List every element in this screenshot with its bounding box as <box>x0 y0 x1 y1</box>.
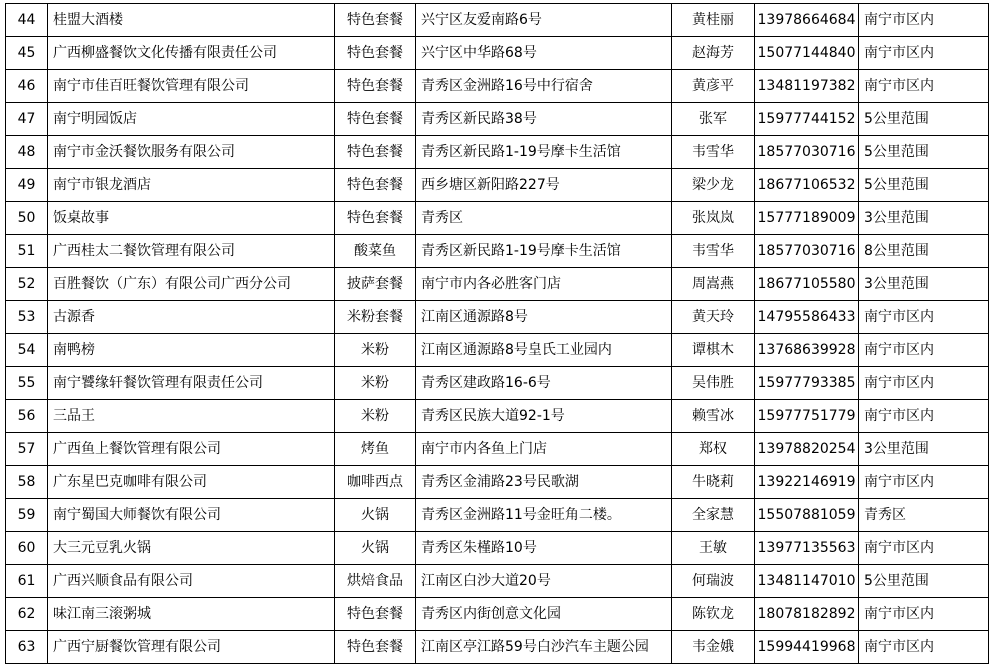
address-cell[interactable]: 江南区白沙大道20号 <box>416 565 672 598</box>
phone-cell[interactable]: 13922146919 <box>755 466 859 499</box>
contact-person-cell[interactable]: 韦雪华 <box>672 136 755 169</box>
row-index-cell[interactable]: 57 <box>6 433 48 466</box>
phone-cell[interactable]: 15977751779 <box>755 400 859 433</box>
meal-type-cell[interactable]: 特色套餐 <box>335 136 416 169</box>
phone-cell[interactable]: 18677106532 <box>755 169 859 202</box>
phone-cell[interactable]: 15977793385 <box>755 367 859 400</box>
table-row <box>6 532 989 565</box>
address-cell[interactable]: 青秀区新民路38号 <box>416 103 672 136</box>
company-name-cell[interactable]: 南宁饕缘轩餐饮管理有限责任公司 <box>48 367 335 400</box>
company-name-cell[interactable]: 广西柳盛餐饮文化传播有限责任公司 <box>48 37 335 70</box>
table-row <box>6 202 989 235</box>
phone-cell[interactable]: 18577030716 <box>755 235 859 268</box>
phone-cell[interactable]: 14795586433 <box>755 301 859 334</box>
row-index-cell[interactable]: 60 <box>6 532 48 565</box>
company-name-cell[interactable]: 百胜餐饮（广东）有限公司广西分公司 <box>48 268 335 301</box>
table-row <box>6 565 989 598</box>
meal-type-cell[interactable]: 特色套餐 <box>335 70 416 103</box>
row-index-cell[interactable]: 61 <box>6 565 48 598</box>
company-name-cell[interactable]: 大三元豆乳火锅 <box>48 532 335 565</box>
contact-person-cell[interactable]: 黄天玲 <box>672 301 755 334</box>
address-cell[interactable]: 青秀区金洲路16号中行宿舍 <box>416 70 672 103</box>
contact-person-cell[interactable]: 全家慧 <box>672 499 755 532</box>
restaurant-table <box>5 3 989 664</box>
meal-type-cell[interactable]: 特色套餐 <box>335 631 416 664</box>
contact-person-cell[interactable]: 赵海芳 <box>672 37 755 70</box>
row-index-cell[interactable]: 47 <box>6 103 48 136</box>
row-index-cell[interactable]: 63 <box>6 631 48 664</box>
delivery-range-cell[interactable]: 南宁市区内 <box>859 400 989 433</box>
address-cell[interactable]: 南宁市内各鱼上门店 <box>416 433 672 466</box>
phone-cell[interactable]: 13768639928 <box>755 334 859 367</box>
phone-cell[interactable]: 15777189009 <box>755 202 859 235</box>
row-index-cell[interactable]: 56 <box>6 400 48 433</box>
contact-person-cell[interactable]: 韦雪华 <box>672 235 755 268</box>
table-row <box>6 631 989 664</box>
phone-cell[interactable]: 15077144840 <box>755 37 859 70</box>
row-index-cell[interactable]: 55 <box>6 367 48 400</box>
company-name-cell[interactable]: 古源香 <box>48 301 335 334</box>
phone-cell[interactable]: 13978664684 <box>755 4 859 37</box>
contact-person-cell[interactable]: 陈钦龙 <box>672 598 755 631</box>
table-row <box>6 136 989 169</box>
phone-cell[interactable]: 13978820254 <box>755 433 859 466</box>
table-body <box>6 4 989 664</box>
address-cell[interactable]: 兴宁区友爱南路6号 <box>416 4 672 37</box>
table-row <box>6 466 989 499</box>
contact-person-cell[interactable]: 韦金娥 <box>672 631 755 664</box>
phone-cell[interactable]: 13481197382 <box>755 70 859 103</box>
meal-type-cell[interactable]: 米粉 <box>335 334 416 367</box>
row-index-cell[interactable]: 44 <box>6 4 48 37</box>
address-cell[interactable]: 青秀区金洲路11号金旺角二楼。 <box>416 499 672 532</box>
row-index-cell[interactable]: 51 <box>6 235 48 268</box>
table-row <box>6 37 989 70</box>
delivery-range-cell[interactable]: 5公里范围 <box>859 103 989 136</box>
delivery-range-cell[interactable]: 3公里范围 <box>859 202 989 235</box>
meal-type-cell[interactable]: 米粉 <box>335 367 416 400</box>
meal-type-cell[interactable]: 特色套餐 <box>335 598 416 631</box>
address-cell[interactable]: 青秀区民族大道92-1号 <box>416 400 672 433</box>
delivery-range-cell[interactable]: 5公里范围 <box>859 565 989 598</box>
company-name-cell[interactable]: 饭桌故事 <box>48 202 335 235</box>
table-row <box>6 598 989 631</box>
contact-person-cell[interactable]: 王敏 <box>672 532 755 565</box>
contact-person-cell[interactable]: 黄桂丽 <box>672 4 755 37</box>
delivery-range-cell[interactable]: 南宁市区内 <box>859 532 989 565</box>
company-name-cell[interactable]: 广东星巴克咖啡有限公司 <box>48 466 335 499</box>
company-name-cell[interactable]: 三品王 <box>48 400 335 433</box>
meal-type-cell[interactable]: 特色套餐 <box>335 37 416 70</box>
contact-person-cell[interactable]: 郑权 <box>672 433 755 466</box>
address-cell[interactable]: 西乡塘区新阳路227号 <box>416 169 672 202</box>
company-name-cell[interactable]: 广西兴顺食品有限公司 <box>48 565 335 598</box>
meal-type-cell[interactable]: 米粉 <box>335 400 416 433</box>
delivery-range-cell[interactable]: 3公里范围 <box>859 268 989 301</box>
contact-person-cell[interactable]: 牛晓莉 <box>672 466 755 499</box>
delivery-range-cell[interactable]: 青秀区 <box>859 499 989 532</box>
address-cell[interactable]: 青秀区 <box>416 202 672 235</box>
address-cell[interactable]: 江南区通源路8号皇氏工业园内 <box>416 334 672 367</box>
table-row <box>6 367 989 400</box>
delivery-range-cell[interactable]: 8公里范围 <box>859 235 989 268</box>
table-row <box>6 499 989 532</box>
contact-person-cell[interactable]: 谭棋木 <box>672 334 755 367</box>
table-row <box>6 334 989 367</box>
contact-person-cell[interactable]: 梁少龙 <box>672 169 755 202</box>
address-cell[interactable]: 青秀区朱槿路10号 <box>416 532 672 565</box>
address-cell[interactable]: 青秀区内街创意文化园 <box>416 598 672 631</box>
company-name-cell[interactable]: 南宁市佳百旺餐饮管理有限公司 <box>48 70 335 103</box>
row-index-cell[interactable]: 53 <box>6 301 48 334</box>
row-index-cell[interactable]: 54 <box>6 334 48 367</box>
meal-type-cell[interactable]: 烤鱼 <box>335 433 416 466</box>
row-index-cell[interactable]: 59 <box>6 499 48 532</box>
delivery-range-cell[interactable]: 5公里范围 <box>859 169 989 202</box>
company-name-cell[interactable]: 南鸭榜 <box>48 334 335 367</box>
phone-cell[interactable]: 13481147010 <box>755 565 859 598</box>
table-row <box>6 4 989 37</box>
delivery-range-cell[interactable]: 南宁市区内 <box>859 367 989 400</box>
table-row <box>6 268 989 301</box>
phone-cell[interactable]: 18078182892 <box>755 598 859 631</box>
table-row <box>6 301 989 334</box>
row-index-cell[interactable]: 50 <box>6 202 48 235</box>
address-cell[interactable]: 青秀区新民路1-19号摩卡生活馆 <box>416 136 672 169</box>
right-edge-mask <box>990 0 1001 671</box>
contact-person-cell[interactable]: 吴伟胜 <box>672 367 755 400</box>
phone-cell[interactable]: 15507881059 <box>755 499 859 532</box>
table-row <box>6 169 989 202</box>
phone-cell[interactable]: 18577030716 <box>755 136 859 169</box>
delivery-range-cell[interactable]: 5公里范围 <box>859 136 989 169</box>
row-index-cell[interactable]: 52 <box>6 268 48 301</box>
address-cell[interactable]: 江南区亭江路59号白沙汽车主题公园 <box>416 631 672 664</box>
meal-type-cell[interactable]: 咖啡西点 <box>335 466 416 499</box>
meal-type-cell[interactable]: 特色套餐 <box>335 169 416 202</box>
contact-person-cell[interactable]: 赖雪冰 <box>672 400 755 433</box>
meal-type-cell[interactable]: 酸菜鱼 <box>335 235 416 268</box>
row-index-cell[interactable]: 58 <box>6 466 48 499</box>
company-name-cell[interactable]: 南宁蜀国大师餐饮有限公司 <box>48 499 335 532</box>
delivery-range-cell[interactable]: 南宁市区内 <box>859 466 989 499</box>
phone-cell[interactable]: 15994419968 <box>755 631 859 664</box>
company-name-cell[interactable]: 桂盟大酒楼 <box>48 4 335 37</box>
meal-type-cell[interactable]: 特色套餐 <box>335 4 416 37</box>
address-cell[interactable]: 南宁市内各必胜客门店 <box>416 268 672 301</box>
table-row <box>6 433 989 466</box>
address-cell[interactable]: 青秀区金浦路23号民歌湖 <box>416 466 672 499</box>
company-name-cell[interactable]: 广西宁厨餐饮管理有限公司 <box>48 631 335 664</box>
phone-cell[interactable]: 15977744152 <box>755 103 859 136</box>
delivery-range-cell[interactable]: 南宁市区内 <box>859 37 989 70</box>
delivery-range-cell[interactable]: 南宁市区内 <box>859 301 989 334</box>
company-name-cell[interactable]: 味江南三滚粥城 <box>48 598 335 631</box>
address-cell[interactable]: 青秀区新民路1-19号摩卡生活馆 <box>416 235 672 268</box>
phone-cell[interactable]: 13977135563 <box>755 532 859 565</box>
table-row <box>6 70 989 103</box>
phone-cell[interactable]: 18677105580 <box>755 268 859 301</box>
delivery-range-cell[interactable]: 南宁市区内 <box>859 334 989 367</box>
meal-type-cell[interactable]: 烘焙食品 <box>335 565 416 598</box>
delivery-range-cell[interactable]: 南宁市区内 <box>859 598 989 631</box>
company-name-cell[interactable]: 南宁市金沃餐饮服务有限公司 <box>48 136 335 169</box>
row-index-cell[interactable]: 48 <box>6 136 48 169</box>
contact-person-cell[interactable]: 周嵩燕 <box>672 268 755 301</box>
address-cell[interactable]: 兴宁区中华路68号 <box>416 37 672 70</box>
meal-type-cell[interactable]: 特色套餐 <box>335 202 416 235</box>
address-cell[interactable]: 江南区通源路8号 <box>416 301 672 334</box>
delivery-range-cell[interactable]: 3公里范围 <box>859 433 989 466</box>
row-index-cell[interactable]: 62 <box>6 598 48 631</box>
meal-type-cell[interactable]: 火锅 <box>335 499 416 532</box>
table-row <box>6 400 989 433</box>
company-name-cell[interactable]: 广西桂太二餐饮管理有限公司 <box>48 235 335 268</box>
delivery-range-cell[interactable]: 南宁市区内 <box>859 4 989 37</box>
meal-type-cell[interactable]: 披萨套餐 <box>335 268 416 301</box>
row-index-cell[interactable]: 49 <box>6 169 48 202</box>
contact-person-cell[interactable]: 张岚岚 <box>672 202 755 235</box>
meal-type-cell[interactable]: 特色套餐 <box>335 103 416 136</box>
row-index-cell[interactable]: 45 <box>6 37 48 70</box>
contact-person-cell[interactable]: 何瑞波 <box>672 565 755 598</box>
meal-type-cell[interactable]: 火锅 <box>335 532 416 565</box>
company-name-cell[interactable]: 南宁市银龙酒店 <box>48 169 335 202</box>
company-name-cell[interactable]: 南宁明园饭店 <box>48 103 335 136</box>
contact-person-cell[interactable]: 黄彦平 <box>672 70 755 103</box>
meal-type-cell[interactable]: 米粉套餐 <box>335 301 416 334</box>
address-cell[interactable]: 青秀区建政路16-6号 <box>416 367 672 400</box>
table-row <box>6 103 989 136</box>
table-row <box>6 235 989 268</box>
company-name-cell[interactable]: 广西鱼上餐饮管理有限公司 <box>48 433 335 466</box>
delivery-range-cell[interactable]: 南宁市区内 <box>859 70 989 103</box>
row-index-cell[interactable]: 46 <box>6 70 48 103</box>
contact-person-cell[interactable]: 张军 <box>672 103 755 136</box>
delivery-range-cell[interactable]: 南宁市区内 <box>859 631 989 664</box>
